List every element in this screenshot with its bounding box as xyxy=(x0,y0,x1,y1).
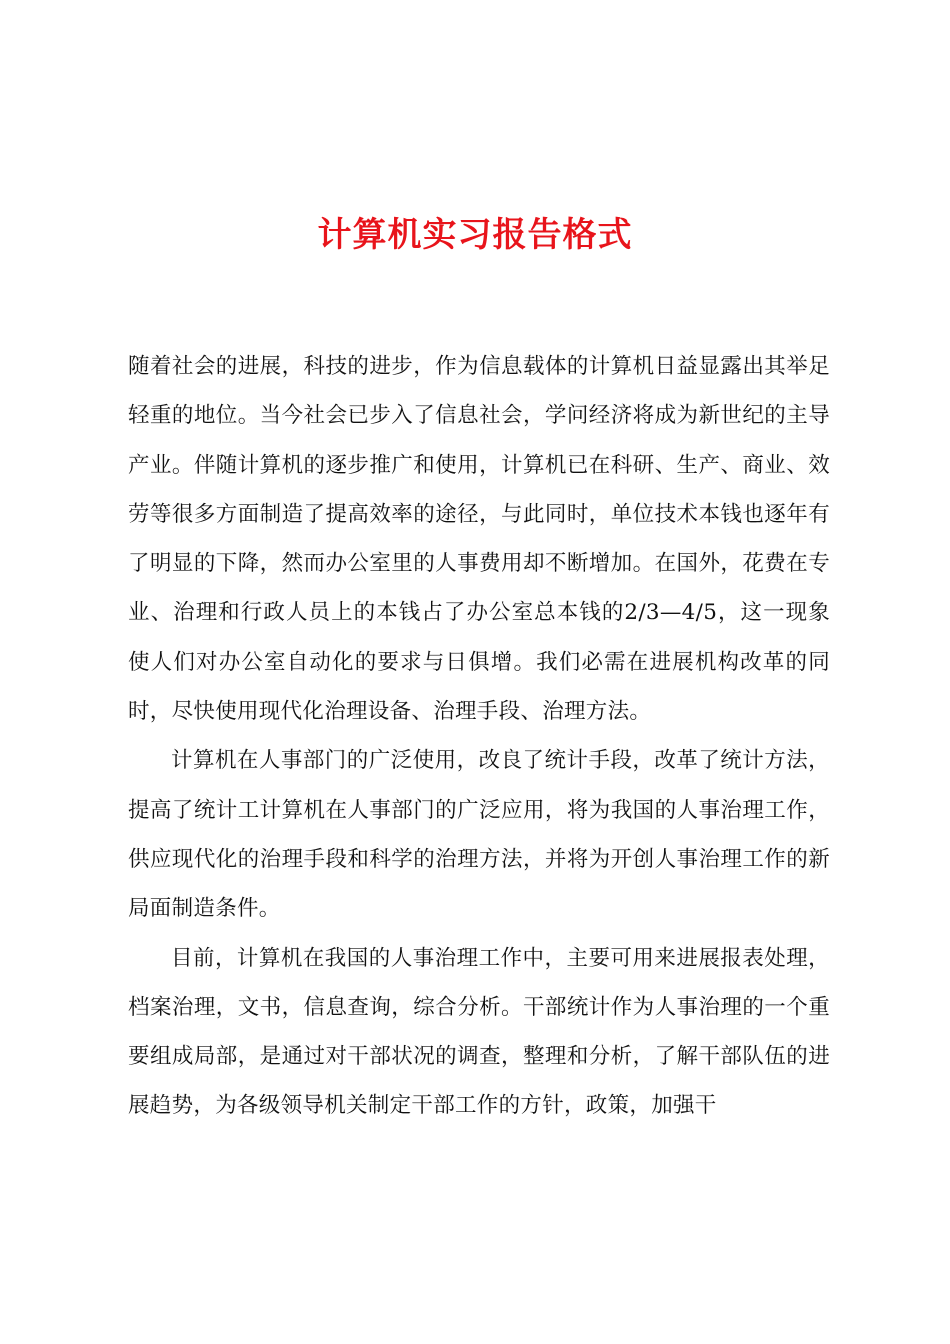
paragraph-1: 随着社会的进展，科技的进步，作为信息载体的计算机日益显露出其举足轻重的地位。当今社会已步入了信息社会，学问经济将成为新世纪的主导产业。伴随计算机的逐步推广和使用，计算机已在科研、生产、商业、效劳等很多方面制造了提高效率的途径，与此同时，单位技术本钱也逐年有了明显的下降，然而办公室里的人事费用却不断增加。在国外，花费在专业、治理和行政人员上的本钱占了办公室总本钱的2/3—4/5，这一现象使人们对办公室自动化的要求与日俱增。我们必需在进展机构改革的同时，尽快使用现代化治理设备、治理手段、治理方法。 xyxy=(128,354,830,725)
paragraph-2: 计算机在人事部门的广泛使用，改良了统计手段，改革了统计方法，提高了统计工计算机在人事部门的广泛应用，将为我国的人事治理工作，供应现代化的治理手段和科学的治理方法，并将为开创人事治理工作的新局面制造条件。 xyxy=(128,748,830,922)
document-body xyxy=(128,342,830,1131)
paragraph-3: 目前，计算机在我国的人事治理工作中，主要可用来进展报表处理，档案治理，文书，信息查询，综合分析。干部统计作为人事治理的一个重要组成局部，是通过对干部状况的调查，整理和分析，了解干部队伍的进展趋势，为各级领导机关制定干部工作的方针，政策，加强干 xyxy=(128,945,830,1119)
document-title: 计算机实习报告格式 xyxy=(317,215,633,255)
